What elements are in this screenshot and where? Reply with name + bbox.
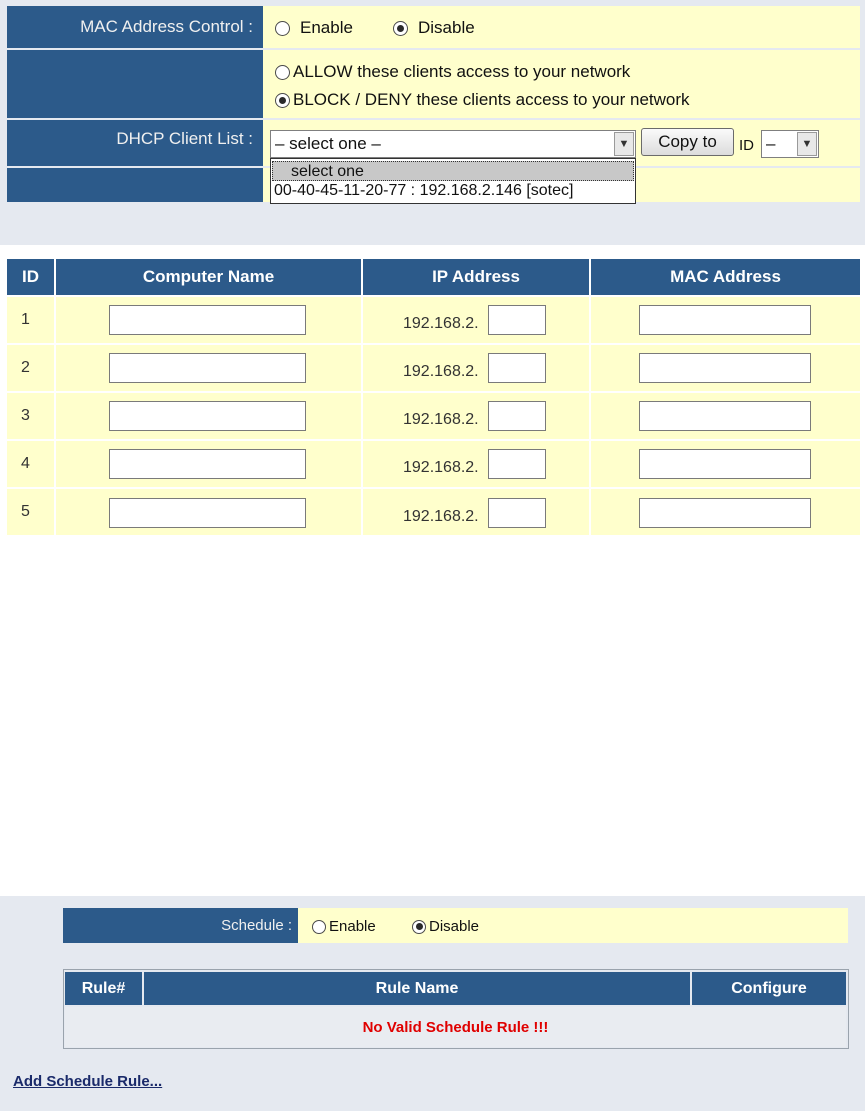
id-cell bbox=[7, 441, 54, 487]
schedule-disable-label: Disable bbox=[429, 918, 480, 935]
ip-prefix: 192.168.2. bbox=[403, 363, 479, 380]
ip-last-octet-input[interactable] bbox=[488, 449, 546, 479]
row-id: 3 bbox=[21, 407, 30, 424]
col-header-rule-name: Rule Name bbox=[144, 972, 690, 1005]
schedule-enable-radio[interactable] bbox=[312, 920, 326, 934]
ip-prefix: 192.168.2. bbox=[403, 459, 479, 476]
dropdown-item-select-one[interactable]: select one bbox=[272, 161, 634, 181]
schedule-disable-radio[interactable] bbox=[412, 920, 426, 934]
policy-label-cell bbox=[7, 50, 263, 118]
col-header-mac-address: MAC Address bbox=[591, 259, 860, 295]
mac-address-input[interactable] bbox=[639, 353, 811, 383]
id-cell bbox=[7, 393, 54, 439]
mac-control-label: MAC Address Control : bbox=[80, 17, 253, 36]
chevron-down-icon[interactable]: ▼ bbox=[614, 132, 634, 156]
ip-last-octet-input[interactable] bbox=[488, 353, 546, 383]
col-header-rule-number: Rule# bbox=[65, 972, 142, 1005]
id-select[interactable] bbox=[761, 130, 819, 158]
col-header-computer-name: Computer Name bbox=[56, 259, 361, 295]
dhcp-client-select[interactable] bbox=[270, 130, 636, 158]
schedule-disable-option[interactable] bbox=[412, 918, 479, 935]
mac-address-input[interactable] bbox=[639, 305, 811, 335]
id-cell bbox=[7, 345, 54, 391]
schedule-empty-message: No Valid Schedule Rule !!! bbox=[362, 1018, 549, 1036]
schedule-enable-option[interactable] bbox=[312, 918, 376, 935]
id-cell bbox=[7, 297, 54, 343]
id-label: ID bbox=[739, 137, 754, 154]
schedule-enable-label: Enable bbox=[329, 918, 376, 935]
copy-to-button-label: Copy to bbox=[658, 132, 717, 151]
mac-control-label-cell bbox=[7, 6, 263, 48]
ip-last-octet-input[interactable] bbox=[488, 498, 546, 528]
mac-control-enable-option[interactable] bbox=[275, 18, 353, 38]
mac-control-enable-radio[interactable] bbox=[275, 21, 290, 36]
policy-block-option[interactable] bbox=[275, 90, 690, 110]
policy-allow-label: ALLOW these clients access to your network bbox=[293, 62, 631, 81]
policy-options-cell bbox=[263, 50, 860, 118]
chevron-down-icon[interactable]: ▼ bbox=[797, 132, 817, 156]
mac-control-enable-label: Enable bbox=[300, 18, 353, 37]
id-select-value: – bbox=[766, 134, 776, 153]
dhcp-label-cell bbox=[7, 120, 263, 166]
computer-name-input[interactable] bbox=[109, 498, 306, 528]
dhcp-label: DHCP Client List : bbox=[116, 129, 253, 148]
ip-last-octet-input[interactable] bbox=[488, 305, 546, 335]
computer-name-input[interactable] bbox=[109, 353, 306, 383]
col-header-configure: Configure bbox=[692, 972, 846, 1005]
computer-name-input[interactable] bbox=[109, 401, 306, 431]
id-cell bbox=[7, 489, 54, 535]
mac-address-input[interactable] bbox=[639, 498, 811, 528]
col-header-ip-address: IP Address bbox=[363, 259, 589, 295]
blank-label-cell bbox=[7, 168, 263, 202]
mac-control-disable-label: Disable bbox=[418, 18, 475, 37]
mac-address-input[interactable] bbox=[639, 449, 811, 479]
ip-prefix: 192.168.2. bbox=[403, 508, 479, 525]
computer-name-input[interactable] bbox=[109, 449, 306, 479]
mac-control-disable-radio[interactable] bbox=[393, 21, 408, 36]
copy-to-button[interactable] bbox=[641, 128, 734, 156]
schedule-empty-row bbox=[65, 1007, 846, 1047]
computer-name-input[interactable] bbox=[109, 305, 306, 335]
row-id: 1 bbox=[21, 311, 30, 328]
row-id: 5 bbox=[21, 503, 30, 520]
ip-prefix: 192.168.2. bbox=[403, 315, 479, 332]
dhcp-client-select-value: – select one – bbox=[275, 134, 381, 153]
policy-block-radio[interactable] bbox=[275, 93, 290, 108]
dhcp-client-dropdown bbox=[270, 158, 636, 204]
policy-block-label: BLOCK / DENY these clients access to your network bbox=[293, 90, 690, 109]
row-id: 2 bbox=[21, 359, 30, 376]
schedule-label-cell bbox=[63, 908, 298, 943]
schedule-options-cell bbox=[298, 908, 848, 943]
add-schedule-rule-link[interactable]: Add Schedule Rule... bbox=[13, 1073, 163, 1090]
ip-last-octet-input[interactable] bbox=[488, 401, 546, 431]
mac-control-options-cell bbox=[263, 6, 860, 48]
row-id: 4 bbox=[21, 455, 30, 472]
mac-address-input[interactable] bbox=[639, 401, 811, 431]
schedule-label: Schedule : bbox=[221, 917, 292, 934]
ip-prefix: 192.168.2. bbox=[403, 411, 479, 428]
dropdown-item-client[interactable]: 00-40-45-11-20-77 : 192.168.2.146 [sotec] bbox=[274, 182, 574, 199]
policy-allow-radio[interactable] bbox=[275, 65, 290, 80]
col-header-id: ID bbox=[7, 259, 54, 295]
mac-control-disable-option[interactable] bbox=[393, 18, 475, 38]
policy-allow-option[interactable] bbox=[275, 62, 630, 82]
